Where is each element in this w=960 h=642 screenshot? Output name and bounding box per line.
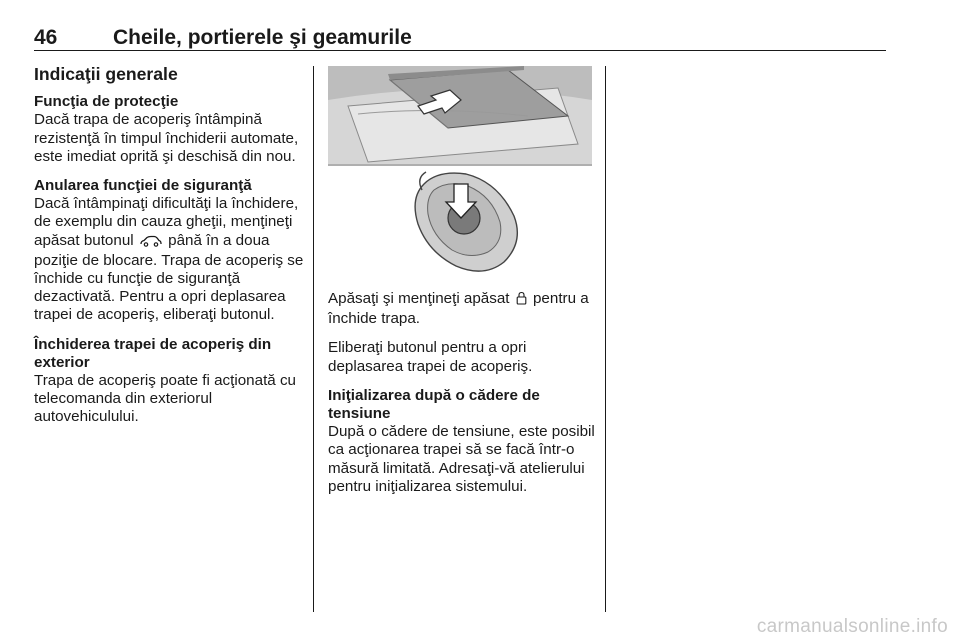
key-fob-image: [328, 166, 592, 278]
page-number: 46: [34, 26, 58, 49]
press-hold-text: [328, 290, 600, 328]
watermark: carmanualsonline.info: [756, 616, 948, 637]
initialization-text: După o cădere de tensiune, este posibil ca acţionarea trapei să se facă într-o măsură limitată. Adresaţi-vă atelierului pentru iniţializarea sistemului.: [328, 423, 595, 495]
page-header: [34, 22, 886, 51]
column-divider: [605, 66, 606, 612]
press-hold-text-part1: Apăsaţi şi menţineţi apăsat: [328, 290, 510, 307]
car-silhouette-icon: [140, 234, 162, 252]
left-column: [34, 65, 306, 438]
safety-cancel-heading: Anularea funcţiei de siguranţă: [34, 177, 252, 195]
safety-cancel-text-part2: până în a doua poziţie de blocare. Trapa de acoperiş se închide cu funcţie de siguranţă dezactivată. Pentru a opri deplasarea trapei de acoperiş, eliberaţi butonul.: [34, 231, 304, 324]
protection-function-text: Dacă trapa de acoperiş întâmpină rezistenţă în timpul închiderii automate, este imediat oprită şi deschisă din nou.: [34, 111, 299, 165]
release-button-text: Eliberaţi butonul pentru a opri deplasarea trapei de acoperiş.: [328, 339, 533, 375]
exterior-close-text: Trapa de acoperiş poate fi acţionată cu telecomanda din exteriorul autovehiculului.: [34, 372, 297, 426]
initialization-heading: Iniţializarea după o cădere de tensiune: [328, 386, 540, 423]
column-divider: [313, 66, 314, 612]
sunroof-illustration: [328, 66, 592, 278]
sunroof-panel-image: [328, 66, 592, 166]
middle-column: [328, 290, 600, 507]
safety-cancel-text: [34, 195, 306, 324]
protection-function-heading: Funcţia de protecţie: [34, 93, 179, 111]
lock-icon: [516, 291, 527, 310]
press-hold-text-part2: pentru a închide trapa.: [328, 290, 589, 328]
safety-cancel-text-part1: Dacă întâmpinaţi dificultăţi la închidere, de exemplu din cauza gheţii, menţineţi apăsat butonul: [34, 195, 299, 249]
exterior-close-heading: Închiderea trapei de acoperiş din exterior: [34, 335, 272, 371]
section-heading: Indicaţii generale: [34, 64, 178, 84]
chapter-title: Cheile, portierele şi geamurile: [113, 26, 412, 49]
